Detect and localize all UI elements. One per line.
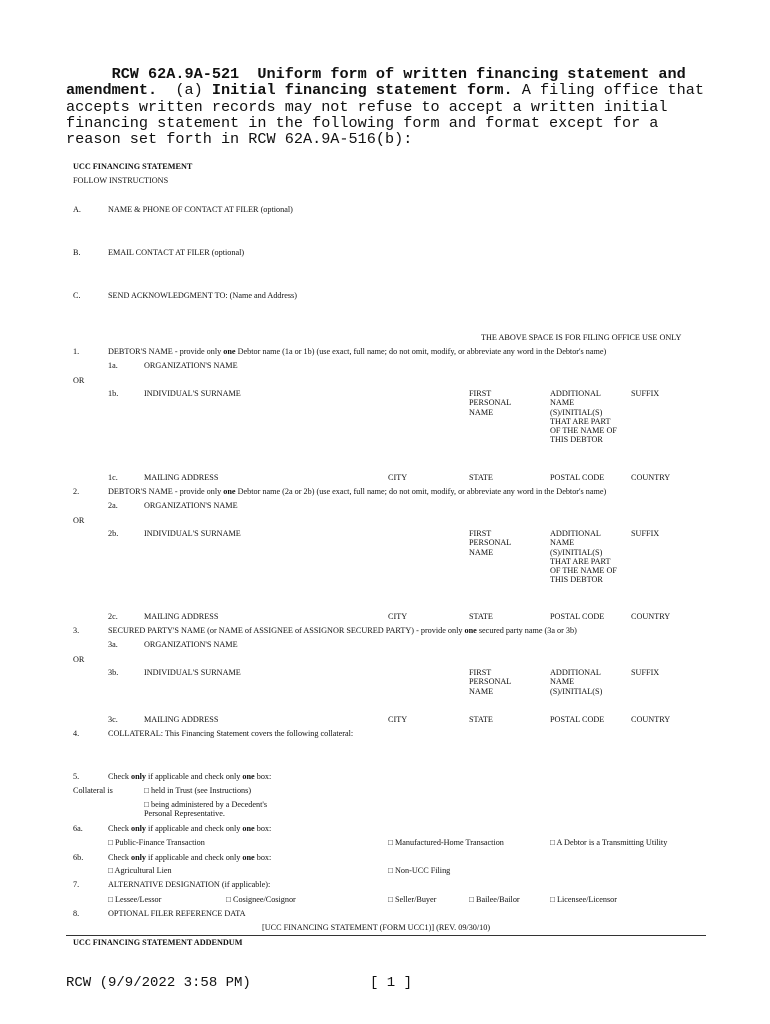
decedent-checkbox[interactable]: □ being administered by a Decedent's Personal Representative.: [144, 800, 268, 819]
held-in-trust-checkbox[interactable]: □ held in Trust (see Instructions): [144, 786, 252, 795]
seller-buyer-checkbox[interactable]: □ Seller/Buyer: [388, 895, 437, 904]
section-1a-org-name-label: ORGANIZATION'S NAME: [144, 361, 238, 370]
filing-office-note: THE ABOVE SPACE IS FOR FILING OFFICE USE ONLY: [481, 333, 682, 342]
addendum-divider: [66, 935, 706, 936]
section-3-label: SECURED PARTY'S NAME (or NAME of ASSIGNEE of ASSIGNOR SECURED PARTY) - provide only one secured party name (3a or 3b): [108, 626, 577, 635]
item-b-label: EMAIL CONTACT AT FILER (optional): [108, 248, 245, 257]
agricultural-lien-checkbox[interactable]: □ Agricultural Lien: [108, 866, 172, 875]
section-2-label: DEBTOR'S NAME - provide only one Debtor name (2a or 2b) (use exact, full name; do not omit, modify, or abbreviate any word in the Debtor's name): [108, 487, 607, 496]
section-1a-number: 1a.: [108, 361, 118, 370]
section-3c-country-label: COUNTRY: [631, 715, 671, 724]
section-7-label: ALTERNATIVE DESIGNATION (if applicable):: [108, 880, 271, 889]
consignee-checkbox[interactable]: □ Cosignee/Cosignor: [226, 895, 296, 904]
section-1b-first-name-label: FIRST PERSONAL NAME: [469, 389, 512, 417]
section-2c-mailing-label: MAILING ADDRESS: [144, 612, 219, 621]
addendum-title: UCC FINANCING STATEMENT ADDENDUM: [73, 938, 243, 947]
item-c-letter: C.: [73, 291, 81, 300]
or-separator-3: OR: [73, 655, 85, 664]
section-2-number: 2.: [73, 487, 80, 496]
section-2a-number: 2a.: [108, 501, 118, 510]
section-2c-city-label: CITY: [388, 612, 408, 621]
section-6a-number: 6a.: [73, 824, 83, 833]
item-b-letter: B.: [73, 248, 81, 257]
section-1c-country-label: COUNTRY: [631, 473, 671, 482]
section-2b-suffix-label: SUFFIX: [631, 529, 660, 538]
section-title: Uniform form of written financing statement and amendment.: [66, 65, 686, 100]
subsection-label: (a): [175, 81, 203, 100]
section-1-label: DEBTOR'S NAME - provide only one Debtor name (1a or 1b) (use exact, full name; do not omit, modify, or abbreviate any word in the Debtor's name): [108, 347, 607, 356]
manufactured-home-checkbox[interactable]: □ Manufactured-Home Transaction: [388, 838, 504, 847]
section-3-number: 3.: [73, 626, 80, 635]
form-title: UCC FINANCING STATEMENT: [73, 162, 193, 171]
or-separator-1: OR: [73, 376, 85, 385]
section-5-check-instruction: Check only if applicable and check only one box:: [108, 772, 272, 781]
licensee-checkbox[interactable]: □ Licensee/Licensor: [550, 895, 618, 904]
section-8-number: 8.: [73, 909, 80, 918]
section-1b-number: 1b.: [108, 389, 119, 398]
section-2b-surname-label: INDIVIDUAL'S SURNAME: [144, 529, 241, 538]
item-a-letter: A.: [73, 205, 81, 214]
section-3c-city-label: CITY: [388, 715, 408, 724]
section-1c-postal-label: POSTAL CODE: [550, 473, 605, 482]
section-5-number: 5.: [73, 772, 80, 781]
section-8-label: OPTIONAL FILER REFERENCE DATA: [108, 909, 246, 918]
transmitting-utility-checkbox[interactable]: □ A Debtor is a Transmitting Utility: [550, 838, 668, 847]
section-2a-org-name-label: ORGANIZATION'S NAME: [144, 501, 238, 510]
section-2c-number: 2c.: [108, 612, 118, 621]
footer-date: RCW (9/9/2022 3:58 PM): [66, 975, 251, 991]
section-1-number: 1.: [73, 347, 80, 356]
section-3c-number: 3c.: [108, 715, 118, 724]
section-2b-additional-name-label: ADDITIONAL NAME (S)/INITIAL(S) THAT ARE PART OF THE NAME OF THIS DEBTOR: [550, 529, 617, 585]
or-separator-2: OR: [73, 516, 85, 525]
item-c-label: SEND ACKNOWLEDGMENT TO: (Name and Address): [108, 291, 297, 300]
section-1b-additional-name-label: ADDITIONAL NAME (S)/INITIAL(S) THAT ARE PART OF THE NAME OF THIS DEBTOR: [550, 389, 617, 445]
section-body: A filing office that accepts written records may not refuse to accept a written initial financing statement in the following form and format except for a reason set forth in RCW 62A.9A-516(b):: [66, 81, 705, 149]
section-3c-postal-label: POSTAL CODE: [550, 715, 605, 724]
bailee-bailor-checkbox[interactable]: □ Bailee/Bailor: [469, 895, 520, 904]
section-3b-suffix-label: SUFFIX: [631, 668, 660, 677]
section-4-collateral-label: COLLATERAL: This Financing Statement covers the following collateral:: [108, 729, 354, 738]
section-1c-number: 1c.: [108, 473, 118, 482]
section-4-number: 4.: [73, 729, 80, 738]
form-instructions: FOLLOW INSTRUCTIONS: [73, 176, 169, 185]
section-3a-number: 3a.: [108, 640, 118, 649]
section-6b-number: 6b.: [73, 853, 84, 862]
section-citation: RCW 62A.9A-521: [111, 65, 240, 83]
form-reference: [UCC FINANCING STATEMENT (FORM UCC1)] (REV. 09/30/10): [262, 923, 491, 932]
section-2b-number: 2b.: [108, 529, 119, 538]
section-1b-surname-label: INDIVIDUAL'S SURNAME: [144, 389, 241, 398]
section-1c-city-label: CITY: [388, 473, 408, 482]
lessee-checkbox[interactable]: □ Lessee/Lessor: [108, 895, 162, 904]
section-3c-mailing-label: MAILING ADDRESS: [144, 715, 219, 724]
section-3c-state-label: STATE: [469, 715, 493, 724]
collateral-is-label: Collateral is: [73, 786, 113, 795]
section-3b-surname-label: INDIVIDUAL'S SURNAME: [144, 668, 241, 677]
public-finance-checkbox[interactable]: □ Public-Finance Transaction: [108, 838, 205, 847]
section-2c-state-label: STATE: [469, 612, 493, 621]
section-2c-postal-label: POSTAL CODE: [550, 612, 605, 621]
section-2c-country-label: COUNTRY: [631, 612, 671, 621]
section-2b-first-name-label: FIRST PERSONAL NAME: [469, 529, 512, 557]
section-1b-suffix-label: SUFFIX: [631, 389, 660, 398]
section-7-number: 7.: [73, 880, 80, 889]
section-6b-check-instruction: Check only if applicable and check only one box:: [108, 853, 272, 862]
item-a-label: NAME & PHONE OF CONTACT AT FILER (optional): [108, 205, 293, 214]
section-3b-additional-name-label: ADDITIONAL NAME (S)/INITIAL(S): [550, 668, 603, 696]
section-3a-org-name-label: ORGANIZATION'S NAME: [144, 640, 238, 649]
subsection-title: Initial financing statement form.: [211, 81, 513, 100]
section-heading: [66, 66, 716, 147]
non-ucc-filing-checkbox[interactable]: □ Non-UCC Filing: [388, 866, 451, 875]
section-1c-state-label: STATE: [469, 473, 493, 482]
footer-page-number: [ 1 ]: [370, 975, 413, 991]
section-1c-mailing-label: MAILING ADDRESS: [144, 473, 219, 482]
section-6a-check-instruction: Check only if applicable and check only one box:: [108, 824, 272, 833]
section-3b-number: 3b.: [108, 668, 119, 677]
section-3b-first-name-label: FIRST PERSONAL NAME: [469, 668, 512, 696]
